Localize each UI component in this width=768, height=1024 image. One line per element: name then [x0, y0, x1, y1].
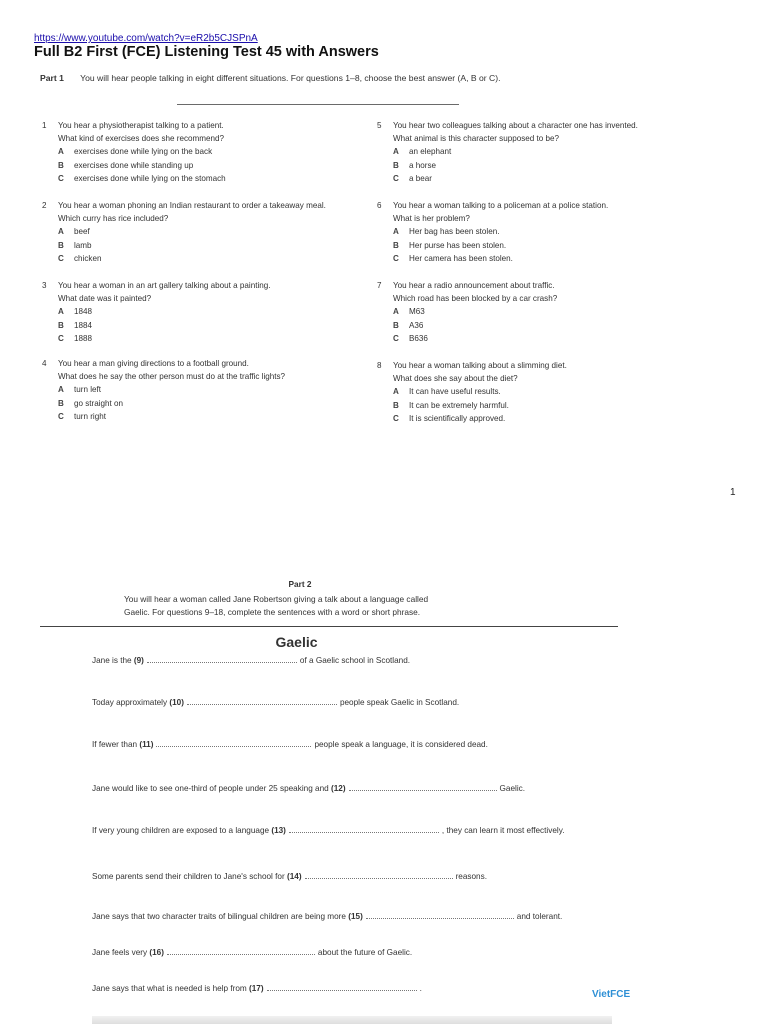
sentence-end: and tolerant.: [516, 912, 563, 921]
option-letter: A: [58, 385, 64, 395]
option-letter: C: [393, 413, 399, 423]
option-text: a bear: [409, 173, 432, 183]
question-context: You hear a woman talking about a slimming diet.: [393, 361, 567, 370]
option-letter: A: [393, 307, 399, 317]
answer-blank: [156, 745, 311, 747]
sentence-end: people speak Gaelic in Scotland.: [339, 698, 460, 707]
question-number: 8: [377, 361, 382, 370]
question-text: Which road has been blocked by a car crash?: [393, 294, 558, 304]
question-context: You hear a woman in an art gallery talking about a painting.: [58, 281, 271, 290]
gap-number: (9): [133, 656, 144, 665]
question-context: You hear a woman talking to a policeman at a police station.: [393, 201, 609, 210]
answer-option: [377, 225, 677, 238]
part2-divider: [40, 626, 618, 627]
option-letter: B: [58, 398, 64, 408]
gap-number: (12): [330, 784, 346, 793]
question-context: You hear a physiotherapist talking to a patient.: [58, 121, 224, 130]
part1-label: Part 1: [40, 73, 64, 83]
sentence-end: reasons.: [455, 872, 487, 881]
answer-option: [377, 252, 677, 265]
answer-option: [377, 159, 677, 172]
answer-option: [377, 305, 677, 318]
option-letter: C: [393, 253, 399, 263]
option-text: B636: [409, 333, 428, 343]
gap-number: (13): [271, 826, 286, 835]
gap-fill-sentence: [92, 826, 564, 835]
question-4: [42, 357, 342, 423]
option-text: A36: [409, 320, 424, 330]
question-2: [42, 199, 342, 265]
answer-option: [377, 239, 677, 252]
question-number: 5: [377, 121, 382, 130]
option-text: Her bag has been stolen.: [409, 227, 500, 237]
option-text: exercises done while standing up: [74, 160, 194, 170]
part2-intro-line2: Gaelic. For questions 9–18, complete the sentences with a word or short phrase.: [124, 607, 421, 617]
option-letter: C: [393, 173, 399, 183]
answer-option: [42, 383, 342, 396]
page-title: Full B2 First (FCE) Listening Test 45 with Answers: [34, 44, 379, 60]
part1-divider: [177, 104, 459, 105]
answer-option: [42, 252, 342, 265]
answer-blank: [267, 989, 417, 991]
question-context: You hear a man giving directions to a football ground.: [58, 359, 249, 368]
question-number: 7: [377, 281, 382, 290]
gap-number: (16): [149, 948, 164, 957]
option-text: turn right: [74, 411, 106, 421]
cropped-line: [92, 1016, 612, 1024]
option-letter: B: [393, 320, 399, 330]
option-text: lamb: [74, 240, 92, 250]
sentence-end: of a Gaelic school in Scotland.: [299, 656, 411, 665]
sentence-end: , they can learn it most effectively.: [441, 826, 565, 835]
option-letter: A: [393, 147, 399, 157]
option-letter: C: [393, 333, 399, 343]
option-letter: C: [58, 173, 64, 183]
question-context: You hear a radio announcement about traffic.: [393, 281, 555, 290]
option-letter: A: [58, 147, 64, 157]
answer-blank: [305, 877, 453, 879]
answer-option: [377, 319, 677, 332]
sentence-start: Jane says that what is needed is help from: [92, 984, 247, 993]
sentence-end: .: [419, 984, 422, 993]
answer-option: [42, 319, 342, 332]
gap-number: (17): [249, 984, 264, 993]
answer-option: [42, 172, 342, 185]
gap-number: (14): [287, 872, 302, 881]
option-text: an elephant: [409, 147, 452, 157]
sentence-end: people speak a language, it is considered dead.: [314, 740, 488, 749]
question-text: Which curry has rice included?: [58, 214, 169, 224]
question-text: What is her problem?: [393, 214, 470, 224]
option-text: 1884: [74, 320, 93, 330]
question-context: You hear a woman phoning an Indian restaurant to order a takeaway meal.: [58, 201, 326, 210]
option-text: It is scientifically approved.: [409, 413, 506, 423]
option-text: It can be extremely harmful.: [409, 400, 509, 410]
answer-option: [42, 332, 342, 345]
section-title: Gaelic: [275, 634, 318, 650]
video-url-link[interactable]: https://www.youtube.com/watch?v=eR2b5CJSPnA: [34, 33, 258, 44]
answer-blank: [366, 917, 514, 919]
question-3: [42, 279, 342, 345]
part2-intro-line1: You will hear a woman called Jane Robertson giving a talk about a language called: [124, 594, 429, 604]
sentence-start: Jane says that two character traits of bilingual children are being more: [92, 912, 346, 921]
question-text: What does she say about the diet?: [393, 374, 518, 384]
option-letter: A: [393, 227, 399, 237]
answer-blank: [147, 661, 297, 663]
answer-option: [42, 225, 342, 238]
option-text: beef: [74, 227, 90, 237]
sentence-start: Jane feels very: [92, 948, 148, 957]
option-text: turn left: [74, 385, 101, 395]
option-letter: C: [58, 411, 64, 421]
answer-option: [42, 159, 342, 172]
option-letter: B: [393, 160, 399, 170]
question-context: You hear two colleagues talking about a character one has invented.: [393, 121, 638, 130]
option-letter: A: [58, 227, 64, 237]
option-letter: B: [393, 240, 399, 250]
question-7: [377, 279, 677, 345]
part2-label: Part 2: [288, 579, 312, 589]
question-5: [377, 119, 677, 185]
sentence-start: Jane would like to see one-third of people under 25 speaking and: [92, 784, 329, 793]
sentence-end: about the future of Gaelic.: [317, 948, 413, 957]
answer-option: [42, 305, 342, 318]
answer-option: [377, 172, 677, 185]
answer-option: [42, 239, 342, 252]
part1-instructions: You will hear people talking in eight different situations. For questions 1–8, choose the best answer (A, B or C).: [80, 73, 501, 83]
question-number: 2: [42, 201, 47, 210]
answer-blank: [349, 789, 497, 791]
gap-fill-sentence: [92, 698, 459, 707]
part1-header: [40, 73, 501, 83]
option-letter: A: [393, 387, 399, 397]
question-1: [42, 119, 342, 185]
option-letter: C: [58, 333, 64, 343]
answer-blank: [187, 703, 337, 705]
option-letter: C: [58, 253, 64, 263]
option-letter: A: [58, 307, 64, 317]
gap-fill-sentence: [92, 740, 488, 749]
answer-option: [42, 397, 342, 410]
answer-option: [42, 145, 342, 158]
question-text: What does he say the other person must do at the traffic lights?: [58, 372, 286, 382]
option-letter: B: [58, 320, 64, 330]
question-8: [377, 359, 677, 425]
question-number: 1: [42, 121, 47, 130]
option-text: Her camera has been stolen.: [409, 253, 513, 263]
option-text: 1888: [74, 333, 93, 343]
question-text: What animal is this character supposed to be?: [393, 134, 560, 144]
option-text: M63: [409, 307, 425, 317]
answer-option: [377, 145, 677, 158]
sentence-start: If very young children are exposed to a language: [92, 826, 270, 835]
option-text: Her purse has been stolen.: [409, 240, 507, 250]
sentence-start: Jane is the: [92, 656, 132, 665]
question-text: What kind of exercises does she recommend?: [58, 134, 225, 144]
gap-fill-sentence: [92, 948, 412, 957]
sentence-start: Today approximately: [92, 698, 168, 707]
option-text: exercises done while lying on the stomach: [74, 173, 226, 183]
question-6: [377, 199, 677, 265]
question-number: 3: [42, 281, 47, 290]
sentence-start: If fewer than: [92, 740, 138, 749]
gap-fill-sentence: [92, 656, 410, 665]
answer-option: [377, 412, 677, 425]
answer-option: [377, 385, 677, 398]
option-letter: B: [393, 400, 399, 410]
answer-option: [42, 410, 342, 423]
answer-option: [377, 332, 677, 345]
sentence-start: Some parents send their children to Jane's school for: [92, 872, 285, 881]
option-letter: B: [58, 160, 64, 170]
sentence-end: Gaelic.: [499, 784, 526, 793]
gap-fill-sentence: [92, 872, 487, 881]
answer-blank: [167, 953, 315, 955]
page-number: 1: [730, 487, 736, 498]
question-number: 6: [377, 201, 382, 210]
gap-number: (15): [348, 912, 363, 921]
gap-fill-sentence: [92, 984, 422, 993]
vietfce-logo: VietFCE: [592, 989, 631, 1000]
question-number: 4: [42, 359, 47, 368]
gap-fill-sentence: [92, 784, 525, 793]
option-text: a horse: [409, 160, 436, 170]
question-text: What date was it painted?: [58, 294, 152, 304]
option-text: chicken: [74, 253, 102, 263]
option-text: go straight on: [74, 398, 124, 408]
answer-blank: [289, 831, 439, 833]
answer-option: [377, 399, 677, 412]
option-text: 1848: [74, 307, 93, 317]
option-text: It can have useful results.: [409, 387, 501, 397]
gap-fill-sentence: [92, 912, 562, 921]
gap-number: (10): [169, 698, 184, 707]
option-text: exercises done while lying on the back: [74, 147, 213, 157]
gap-number: (11): [139, 740, 154, 749]
option-letter: B: [58, 240, 64, 250]
